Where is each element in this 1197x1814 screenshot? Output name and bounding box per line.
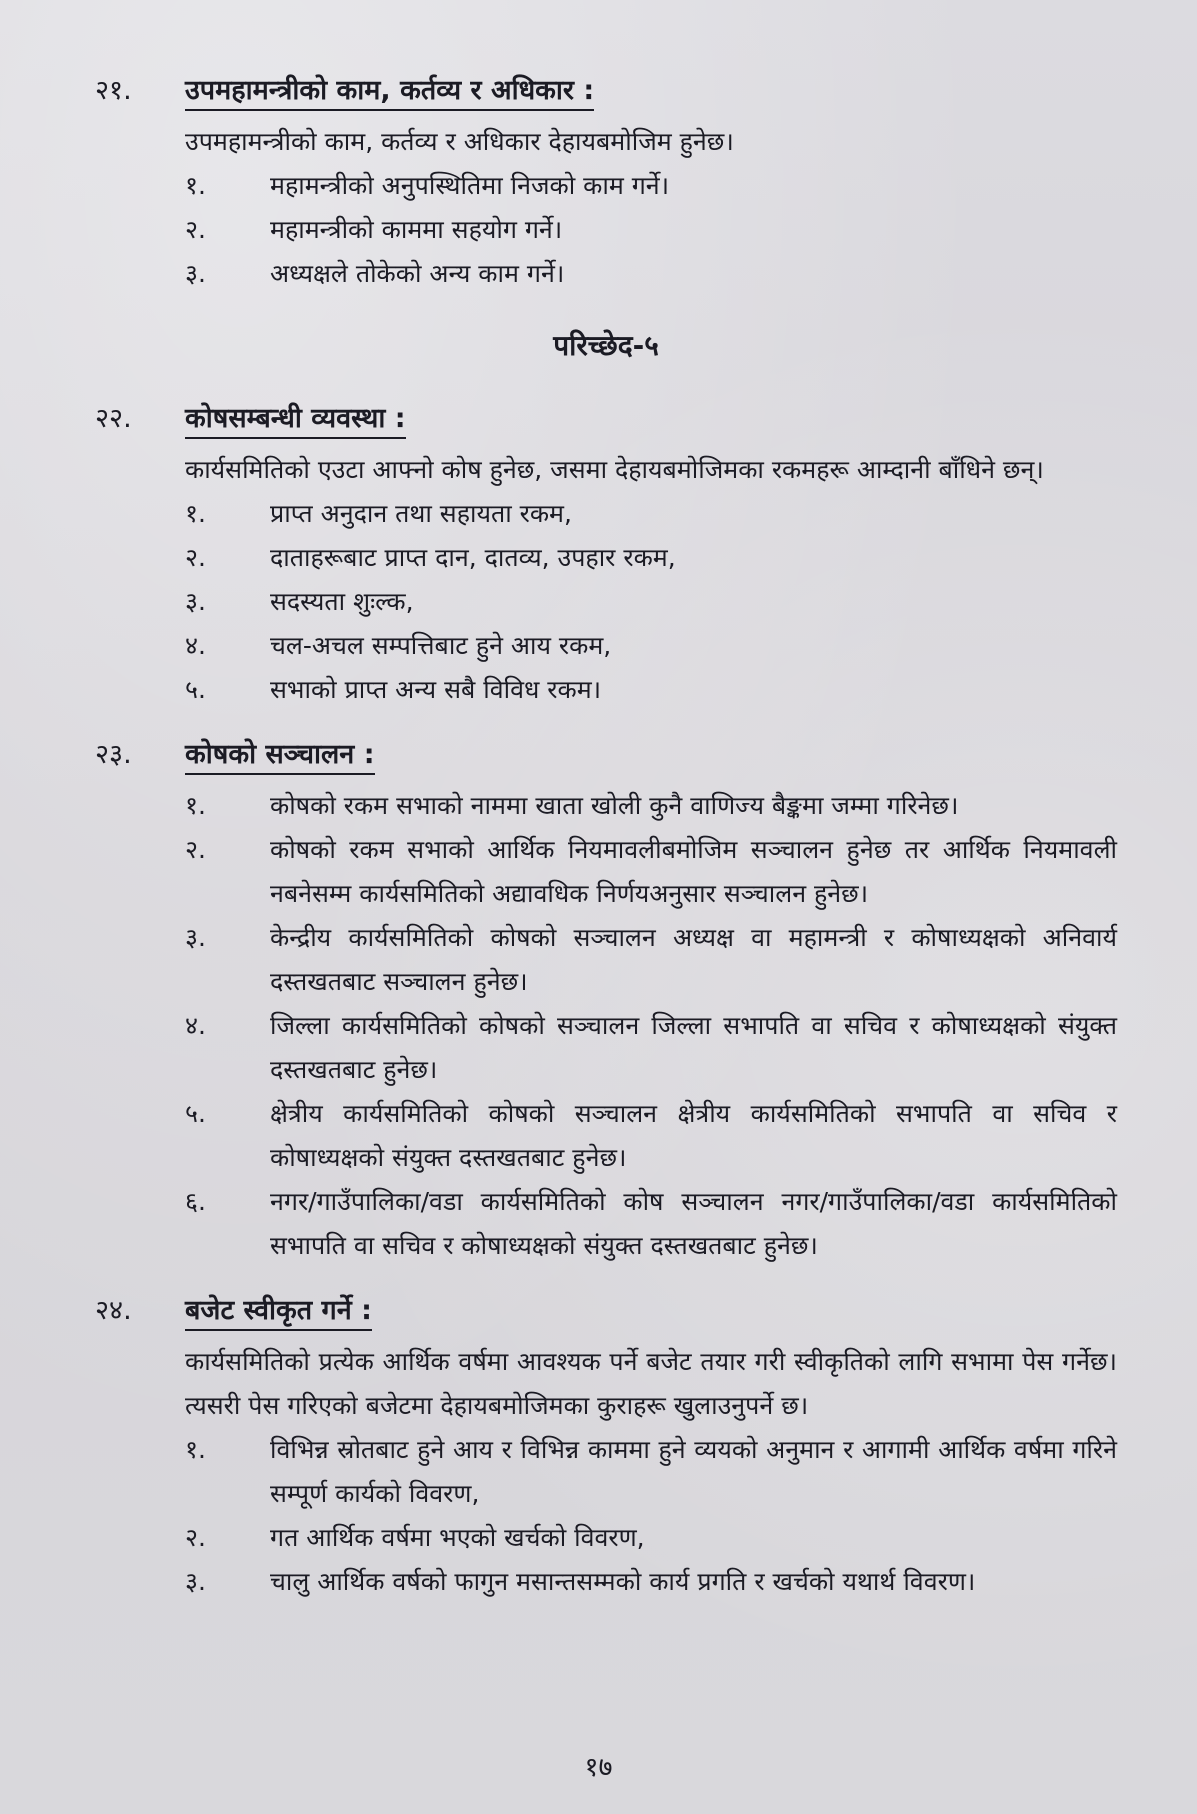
list-item: [185, 1516, 1117, 1560]
item-text: चल-अचल सम्पत्तिबाट हुने आय रकम,: [270, 631, 612, 660]
item-number: ४.: [185, 1011, 206, 1040]
page-number: १७: [584, 1752, 613, 1783]
section-title: उपमहामन्त्रीको काम, कर्तव्य र अधिकार :: [185, 70, 594, 111]
item-number: ३.: [185, 1567, 206, 1596]
list-item: [185, 1092, 1117, 1180]
item-number: २.: [185, 215, 206, 244]
section-title: बजेट स्वीकृत गर्ने :: [185, 1290, 372, 1331]
item-number: २.: [185, 835, 206, 864]
item-number: ५.: [185, 675, 206, 704]
item-text: क्षेत्रीय कार्यसमितिको कोषको सञ्चालन क्षेत्रीय कार्यसमितिको सभापति वा सचिव र कोषाध्यक्षको संयुक्त दस्तखतबाट हुनेछ।: [270, 1099, 1117, 1172]
list-item: [185, 1428, 1117, 1516]
item-number: १.: [185, 791, 206, 820]
list-item: [185, 624, 1117, 668]
list-item: [185, 916, 1117, 1004]
item-text: विभिन्न स्रोतबाट हुने आय र विभिन्न काममा हुने व्ययको अनुमान र आगामी आर्थिक वर्षमा गरिने सम्पूर्ण कार्यको विवरण,: [270, 1435, 1117, 1508]
item-text: महामन्त्रीको अनुपस्थितिमा निजको काम गर्ने।: [270, 171, 670, 200]
section-title: कोषको सञ्चालन :: [185, 734, 375, 775]
section-number: २२.: [95, 403, 132, 434]
item-text: जिल्ला कार्यसमितिको कोषको सञ्चालन जिल्ला सभापति वा सचिव र कोषाध्यक्षको संयुक्त दस्तखतबाट हुनेछ।: [270, 1011, 1117, 1084]
chapter-heading: परिच्छेद-५: [553, 329, 659, 362]
section-number: २१.: [95, 75, 132, 106]
item-number: २.: [185, 1523, 206, 1552]
item-text: नगर/गाउँपालिका/वडा कार्यसमितिको कोष सञ्चालन नगर/गाउँपालिका/वडा कार्यसमितिको सभापति वा सचिव र कोषाध्यक्षको संयुक्त दस्तखतबाट हुनेछ।: [270, 1187, 1117, 1260]
list-item: [185, 784, 1117, 828]
item-text: गत आर्थिक वर्षमा भएको खर्चको विवरण,: [270, 1523, 645, 1552]
item-text: दाताहरूबाट प्राप्त दान, दातव्य, उपहार रकम,: [270, 543, 676, 572]
item-text: महामन्त्रीको काममा सहयोग गर्ने।: [270, 215, 563, 244]
item-text: कोषको रकम सभाको आर्थिक नियमावलीबमोजिम सञ्चालन हुनेछ तर आर्थिक नियमावली नबनेसम्म कार्यसमितिको अद्यावधिक निर्णयअनुसार सञ्चालन हुनेछ।: [270, 835, 1117, 908]
list-item: [185, 536, 1117, 580]
section-24: [95, 1290, 1117, 1604]
list-item: [185, 208, 1117, 252]
item-number: ३.: [185, 923, 206, 952]
item-number: ६.: [185, 1187, 206, 1216]
section-intro: उपमहामन्त्रीको काम, कर्तव्य र अधिकार देहायबमोजिम हुनेछ।: [185, 127, 734, 156]
list-item: [185, 492, 1117, 536]
section-21: [95, 70, 1117, 296]
section-number: २३.: [95, 739, 132, 770]
item-text: अध्यक्षले तोकेको अन्य काम गर्ने।: [270, 259, 565, 288]
item-text: केन्द्रीय कार्यसमितिको कोषको सञ्चालन अध्यक्ष वा महामन्त्री र कोषाध्यक्षको अनिवार्य दस्तखतबाट सञ्चालन हुनेछ।: [270, 923, 1117, 996]
list-item: [185, 828, 1117, 916]
item-text: चालु आर्थिक वर्षको फागुन मसान्तसम्मको कार्य प्रगति र खर्चको यथार्थ विवरण।: [270, 1567, 976, 1596]
item-number: ३.: [185, 587, 206, 616]
list-item: [185, 252, 1117, 296]
item-number: ४.: [185, 631, 206, 660]
item-number: १.: [185, 1435, 206, 1464]
item-number: २.: [185, 543, 206, 572]
section-intro: कार्यसमितिको एउटा आफ्नो कोष हुनेछ, जसमा देहायबमोजिमका रकमहरू आम्दानी बाँधिने छन्।: [185, 455, 1044, 484]
list-item: [185, 164, 1117, 208]
item-number: १.: [185, 171, 206, 200]
list-item: [185, 580, 1117, 624]
list-item: [185, 1180, 1117, 1268]
list-item: [185, 1560, 1117, 1604]
section-23: [95, 734, 1117, 1268]
section-22: [95, 398, 1117, 712]
item-text: कोषको रकम सभाको नाममा खाता खोली कुनै वाणिज्य बैङ्कमा जम्मा गरिनेछ।: [270, 791, 959, 820]
item-number: ५.: [185, 1099, 206, 1128]
section-intro: कार्यसमितिको प्रत्येक आर्थिक वर्षमा आवश्यक पर्ने बजेट तयार गरी स्वीकृतिको लागि सभामा पेस गर्नेछ। त्यसरी पेस गरिएको बजेटमा देहायबमोजिमका कुराहरू खुलाउनुपर्ने छ।: [185, 1347, 1117, 1420]
item-text: प्राप्त अनुदान तथा सहायता रकम,: [270, 499, 572, 528]
item-number: ३.: [185, 259, 206, 288]
item-number: १.: [185, 499, 206, 528]
section-title: कोषसम्बन्धी व्यवस्था :: [185, 398, 406, 439]
list-item: [185, 668, 1117, 712]
list-item: [185, 1004, 1117, 1092]
item-text: सभाको प्राप्त अन्य सबै विविध रकम।: [270, 675, 602, 704]
item-text: सदस्यता शुःल्क,: [270, 587, 414, 616]
section-number: २४.: [95, 1295, 132, 1326]
